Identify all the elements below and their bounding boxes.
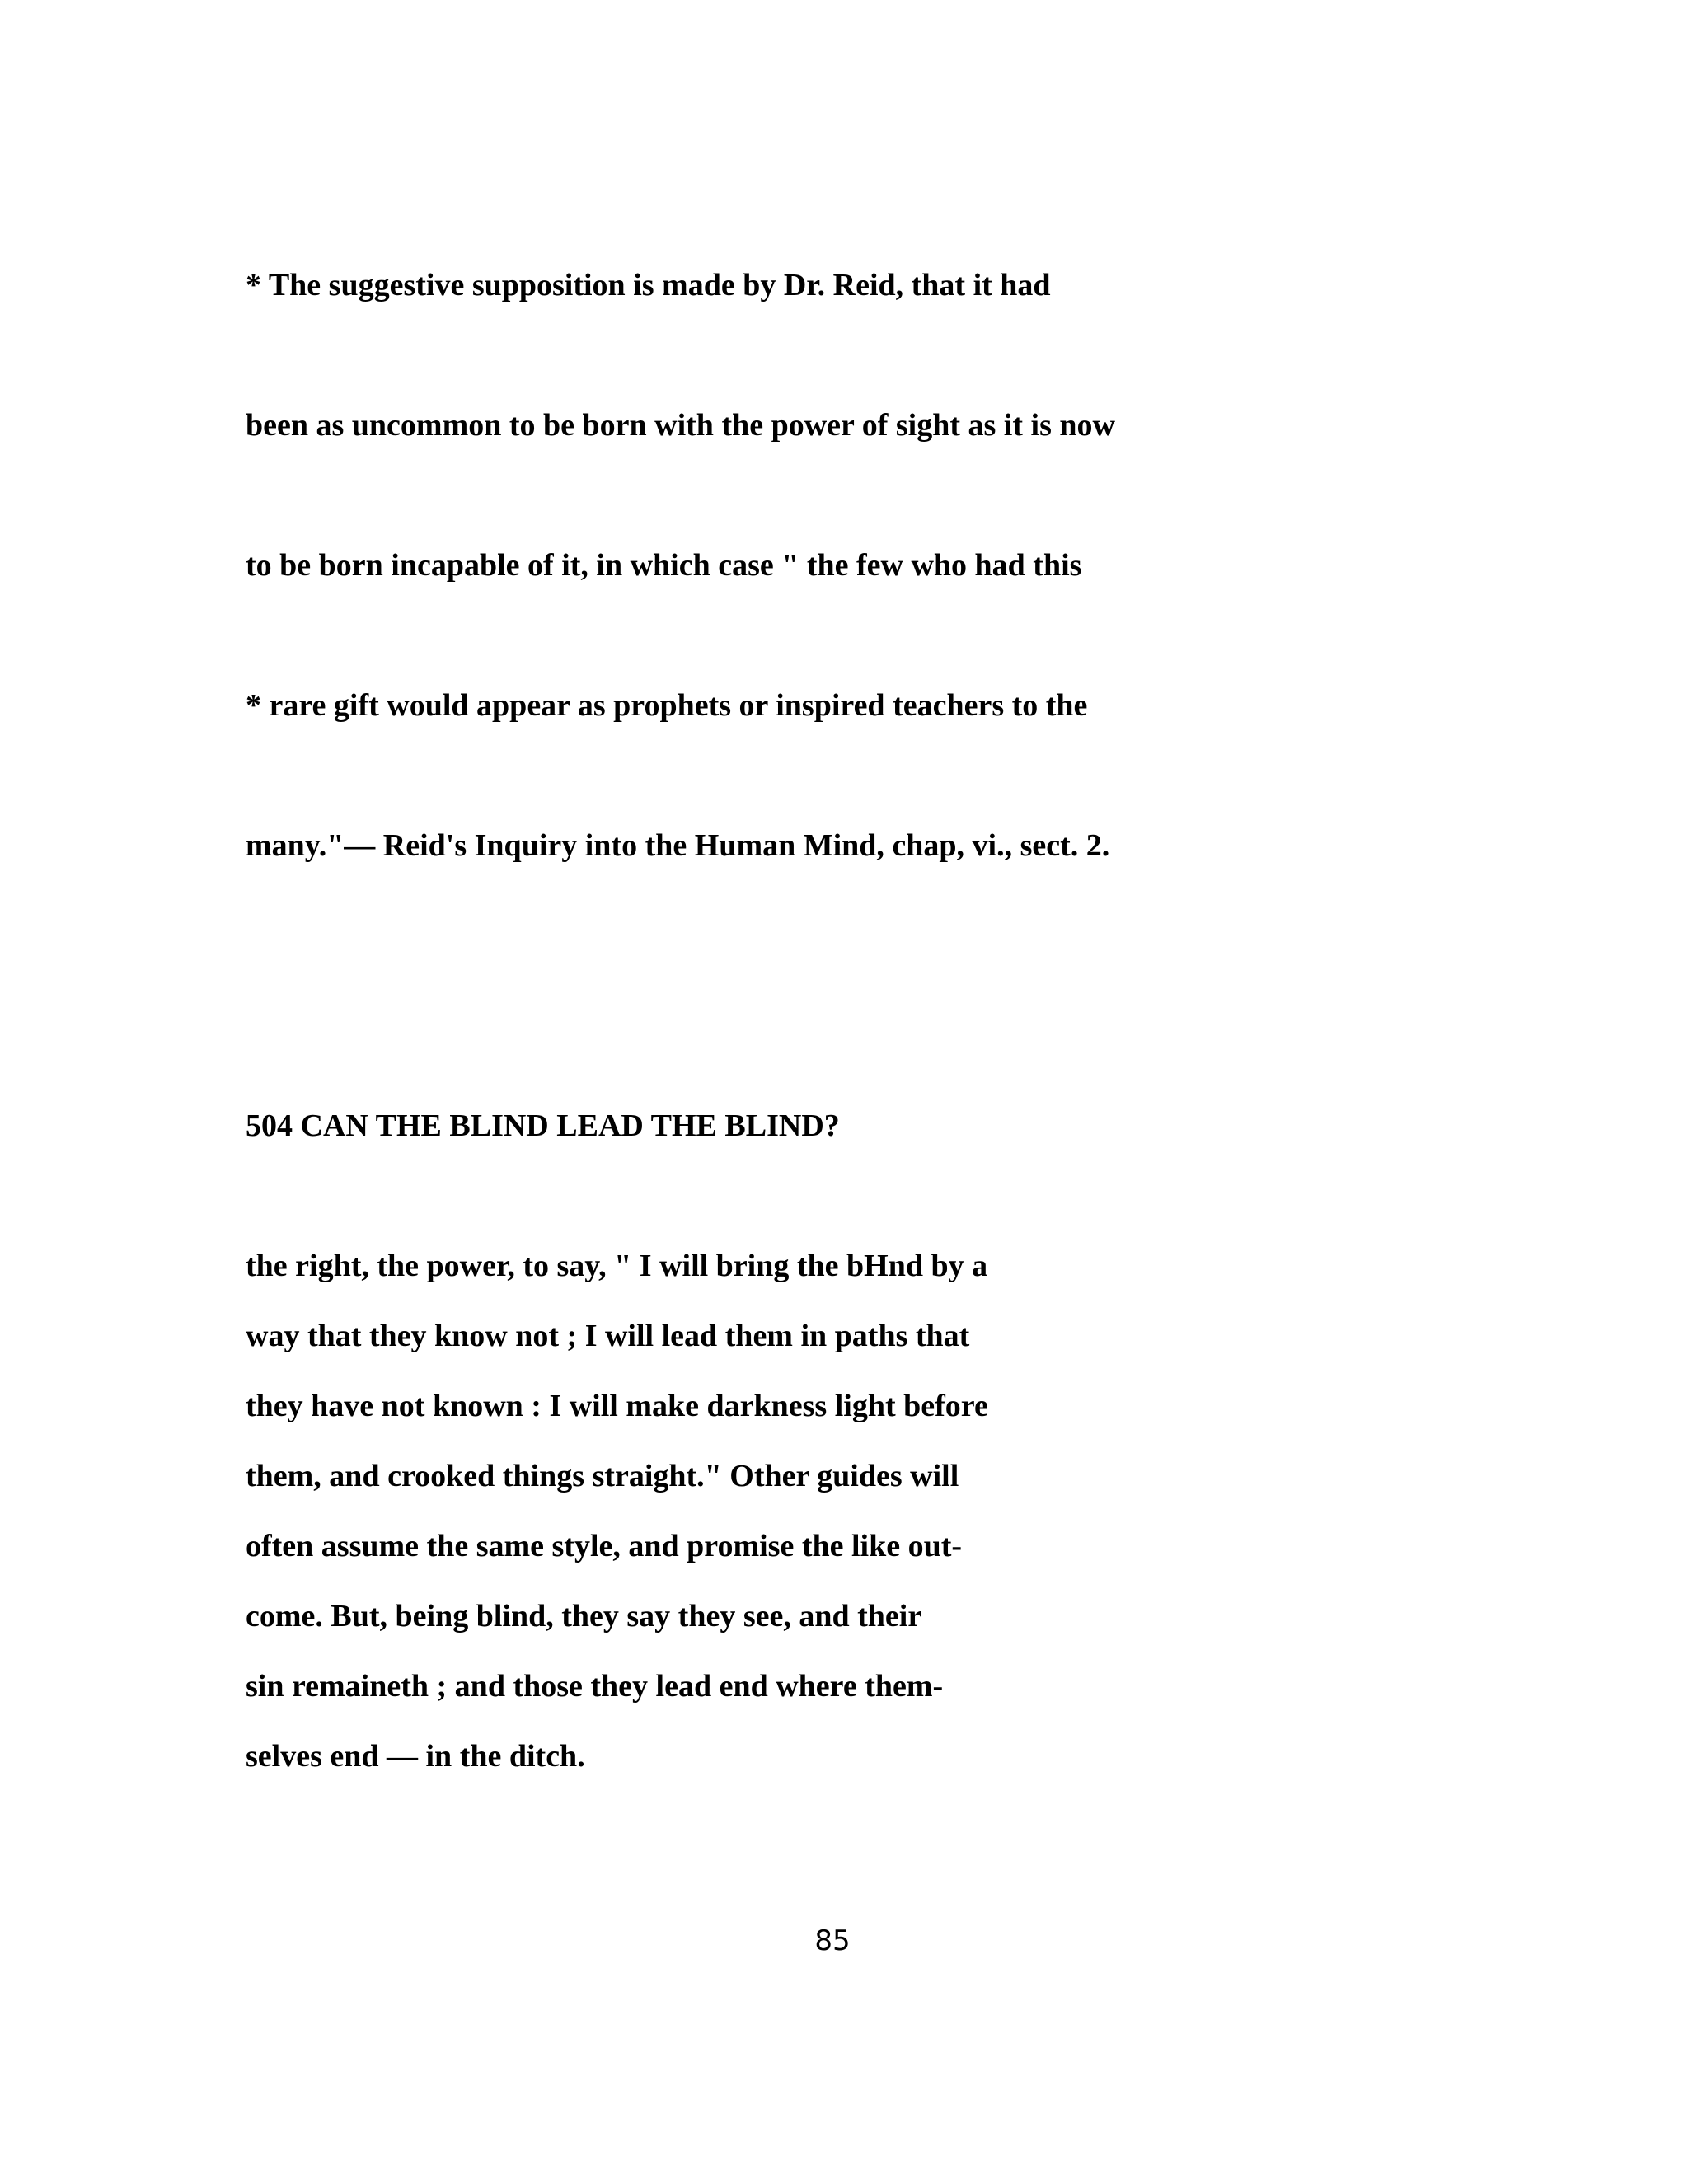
footnote-line: been as uncommon to be born with the power of sight as it is now (246, 408, 1115, 443)
footnote-line: many."— Reid's Inquiry into the Human Mind, chap, vi., sect. 2. (246, 828, 1110, 863)
running-head: 504 CAN THE BLIND LEAD THE BLIND? (246, 1108, 840, 1143)
body-line: the right, the power, to say, " I will bring the bHnd by a (246, 1249, 988, 1283)
body-line: them, and crooked things straight." Other guides will (246, 1459, 959, 1493)
footnote-line: * The suggestive supposition is made by Dr. Reid, that it had (246, 268, 1051, 302)
body-line: they have not known : I will make darkness light before (246, 1389, 988, 1423)
body-line: often assume the same style, and promise the like out- (246, 1529, 963, 1563)
page-number: 85 (814, 1924, 851, 1957)
body-line: way that they know not ; I will lead them in paths that (246, 1319, 970, 1353)
body-line: come. But, being blind, they say they see, and their (246, 1599, 922, 1633)
body-line: sin remaineth ; and those they lead end where them- (246, 1669, 944, 1704)
footnote-line: to be born incapable of it, in which case " the few who had this (246, 548, 1082, 583)
footnote-line: * rare gift would appear as prophets or inspired teachers to the (246, 688, 1088, 723)
body-line: selves end — in the ditch. (246, 1739, 585, 1774)
